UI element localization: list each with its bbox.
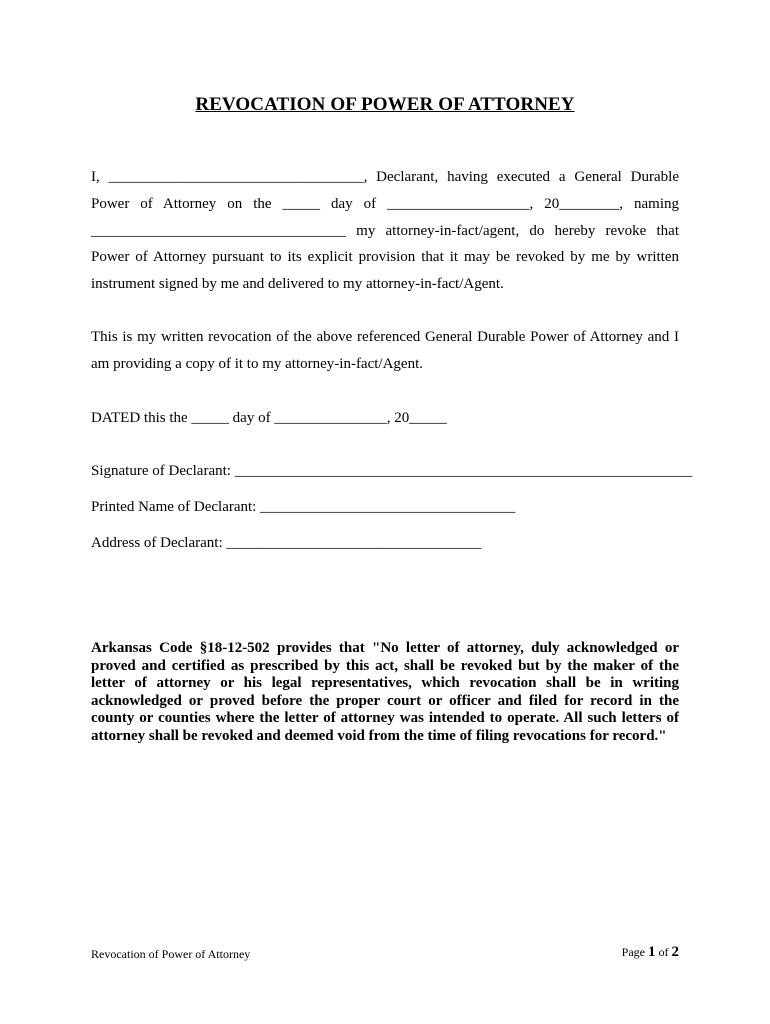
dated-line: DATED this the _____ day of _______________, 20_____ xyxy=(91,410,447,426)
page-total: 2 xyxy=(671,944,679,960)
address-line: Address of Declarant: __________________________________ xyxy=(91,535,482,551)
page-label: Page xyxy=(621,945,645,959)
revocation-paragraph: I, __________________________________, Declarant, having executed a General Durable Power of Attorney on the _____ day of ___________________, 20________, naming __________________________________ my attorney-in-fact/agent, do hereby revoke that Power of Attorney pursuant to its explicit provision that it may be revoked by me by written instrument signed by me and delivered to my attorney-in-fact/Agent. xyxy=(91,169,679,293)
written-revocation-paragraph: This is my written revocation of the above referenced General Durable Power of Attorney and I am providing a copy of it to my attorney-in-fact/Agent. xyxy=(91,329,679,372)
footer-document-name: Revocation of Power of Attorney xyxy=(91,947,251,961)
printed-name-line: Printed Name of Declarant: __________________________________ xyxy=(91,499,516,515)
document-title: REVOCATION OF POWER OF ATTORNEY xyxy=(195,94,575,115)
page-current: 1 xyxy=(648,944,656,960)
footer-page-number xyxy=(622,944,679,961)
signature-line: Signature of Declarant: _____________________________________________________________ xyxy=(91,463,693,479)
statute-note: Arkansas Code §18-12-502 provides that "No letter of attorney, duly acknowledged or proved and certified as prescribed by this act, shall be revoked but by the maker of the letter of attorney or his legal representatives, which revocation shall be in writing acknowledged or proved before the proper court or officer and filed for record in the county or counties where the letter of attorney was intended to operate. All such letters of attorney shall be revoked and deemed void from the time of filing revocations for record." xyxy=(91,640,679,744)
of-label: of xyxy=(658,945,669,959)
